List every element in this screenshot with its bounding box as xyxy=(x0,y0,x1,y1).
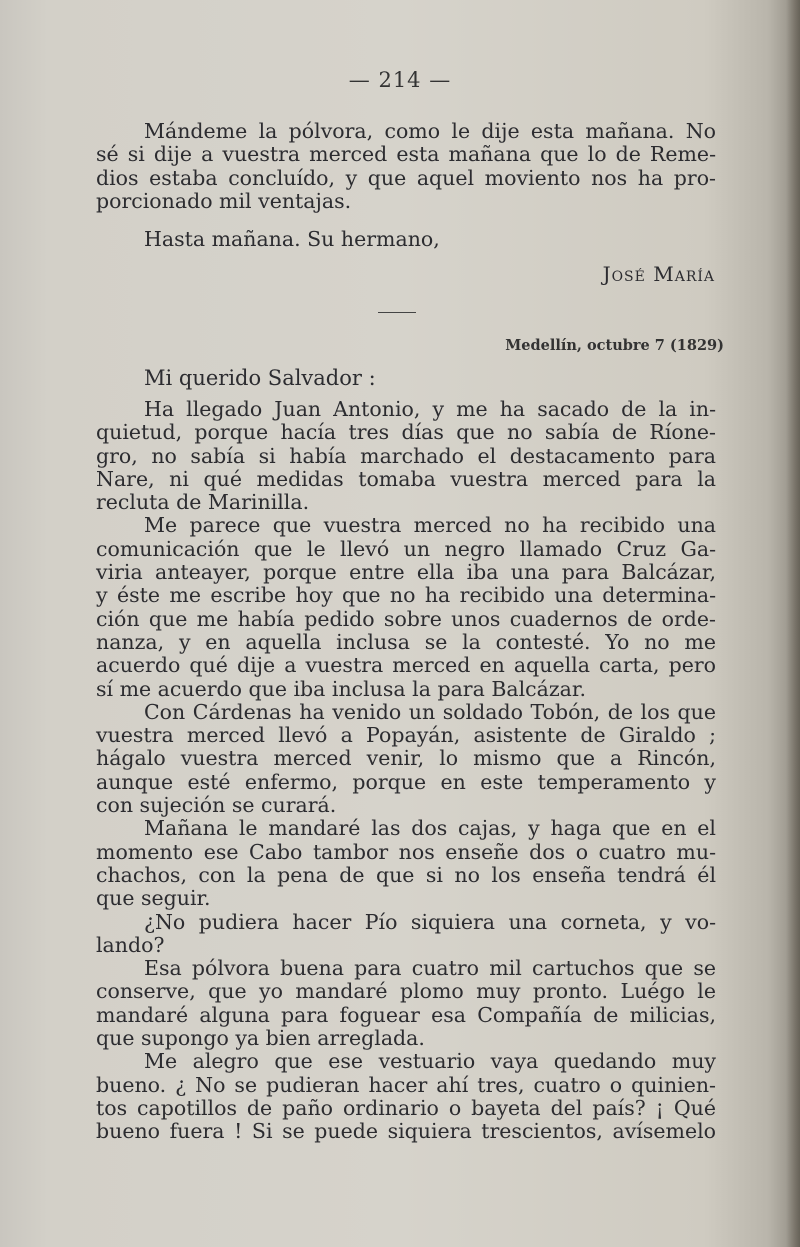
section-divider xyxy=(378,312,416,313)
text-line: recluta de Marinilla. xyxy=(96,490,310,515)
text-line: mandaré alguna para foguear esa Compañía de milicias, xyxy=(96,1002,716,1027)
text-line: Me parece que vuestra merced no ha recibido una xyxy=(144,513,716,538)
text-line: Nare, ni qué medidas tomaba vuestra merced para la xyxy=(96,466,716,491)
text-line: Mándeme la pólvora, como le dije esta mañana. No xyxy=(144,119,716,143)
text-line: Me alegro que ese vestuario vaya quedando muy xyxy=(144,1049,716,1074)
letter-1-body xyxy=(96,120,716,213)
text-line: hágalo vuestra merced venir, lo mismo que a Rincón, xyxy=(96,746,716,771)
text-line: Ha llegado Juan Antonio, y me ha sacado de la in- xyxy=(144,397,716,421)
text-line: ¿No pudiera hacer Pío siquiera una corneta, y vo- xyxy=(144,909,716,934)
text-line: sí me acuerdo que iba inclusa la para Balcázar. xyxy=(96,676,586,701)
text-line: con sujeción se curará. xyxy=(96,793,337,818)
text-line: Mañana le mandaré las dos cajas, y haga que en el xyxy=(144,816,716,841)
text-line: dios estaba concluído, y que aquel moviento nos ha pro- xyxy=(96,165,716,190)
text-line: bueno fuera ! Si se puede siquiera trescientos, avísemelo xyxy=(96,1119,716,1144)
letter-2-body xyxy=(96,398,716,1144)
text-line: quietud, porque hacía tres días que no sabía de Ríone- xyxy=(96,420,716,445)
text-line: lando? xyxy=(96,932,165,957)
signature: José María xyxy=(602,262,715,286)
text-line: porcionado mil ventajas. xyxy=(96,188,352,213)
text-line: acuerdo qué dije a vuestra merced en aquella carta, pero xyxy=(96,653,716,678)
text-line: y éste me escribe hoy que no ha recibido una determina- xyxy=(96,583,716,608)
text-line: Con Cárdenas ha venido un soldado Tobón, de los que xyxy=(144,699,716,724)
letter-closing: Hasta mañana. Su hermano, xyxy=(144,227,440,251)
text-line: comunicación que le llevó un negro llamado Cruz Ga- xyxy=(96,536,716,561)
letter-2-salutation: Mi querido Salvador : xyxy=(144,366,376,390)
text-line: tos capotillos de paño ordinario o bayeta del país? ¡ Qué xyxy=(96,1095,716,1120)
text-line: bueno. ¿ No se pudieran hacer ahí tres, cuatro o quinien- xyxy=(96,1072,716,1097)
letter-2-dateline: Medellín, octubre 7 (1829) xyxy=(505,337,724,354)
page-edge-shadow xyxy=(786,0,800,1247)
text-line: gro, no sabía si había marchado el destacamento para xyxy=(96,443,716,468)
text-line: aunque esté enfermo, porque en este temperamento y xyxy=(96,769,716,794)
text-line: momento ese Cabo tambor nos enseñe dos o cuatro mu- xyxy=(96,839,716,864)
text-line: ción que me había pedido sobre unos cuadernos de orde- xyxy=(96,606,716,631)
text-line: Esa pólvora buena para cuatro mil cartuchos que se xyxy=(144,956,716,981)
text-line: conserve, que yo mandaré plomo muy pronto. Luégo le xyxy=(96,979,716,1004)
text-line: vuestra merced llevó a Popayán, asistente de Giraldo ; xyxy=(96,723,716,748)
text-line: sé si dije a vuestra merced esta mañana que lo de Reme- xyxy=(96,142,716,167)
text-line: nanza, y en aquella inclusa se la contesté. Yo no me xyxy=(96,629,716,654)
text-line: chachos, con la pena de que si no los enseña tendrá él xyxy=(96,862,716,887)
text-line: viria anteayer, porque entre ella iba una para Balcázar, xyxy=(96,560,716,585)
letter-1-closing-block xyxy=(96,228,716,251)
page-number: — 214 — xyxy=(348,68,452,92)
text-line: que supongo ya bien arreglada. xyxy=(96,1026,425,1051)
text-line: que seguir. xyxy=(96,886,211,911)
